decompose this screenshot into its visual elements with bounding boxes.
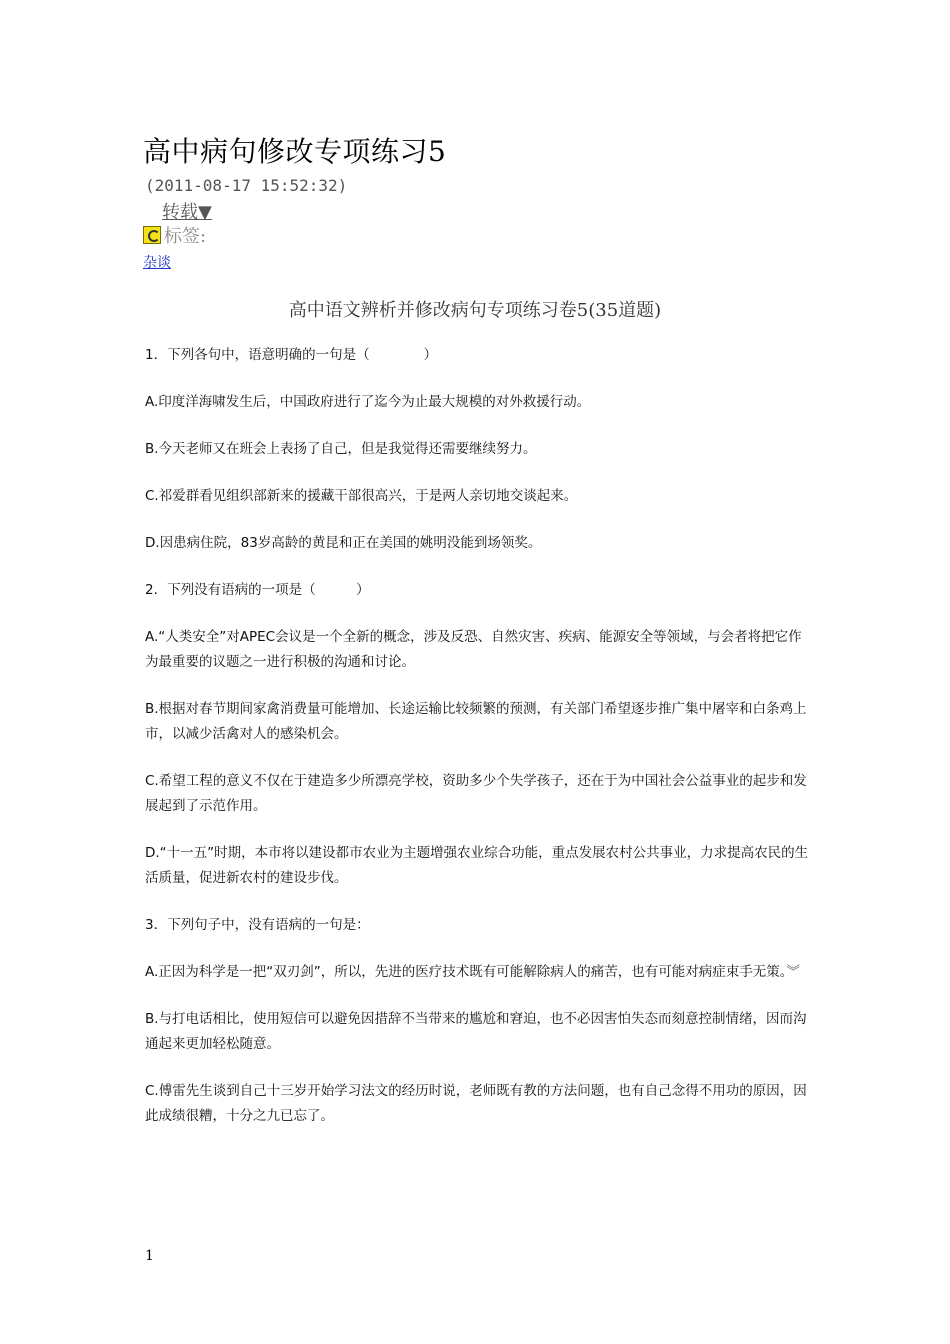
document-subtitle: 高中语文辨析并修改病句专项练习卷5(35道题) <box>288 300 662 321</box>
tag-icon <box>143 226 161 244</box>
tag-label: 标签: <box>164 226 207 247</box>
question-list <box>145 343 810 1151</box>
post-date: (2011-08-17 15:52:32) <box>145 176 348 195</box>
question-1-option-b: B.今天老师又在班会上表扬了自己，但是我觉得还需要继续努力。 <box>145 441 537 457</box>
page-title: 高中病句修改专项练习5 <box>143 135 447 168</box>
question-1-stem: 1．下列各句中，语意明确的一句是（ ） <box>145 347 438 363</box>
question-2-option-d: D.“十一五”时期，本市将以建设都市农业为主题增强农业综合功能，重点发展农村公共事业，力求提高农民的生活质量，促进新农村的建设步伐。 <box>145 845 809 886</box>
question-2-option-c: C.希望工程的意义不仅在于建造多少所漂亮学校，资助多少个失学孩子，还在于为中国社会公益事业的起步和发展起到了示范作用。 <box>145 773 807 814</box>
page-number: 1 <box>145 1248 154 1264</box>
tag-row <box>143 222 206 248</box>
question-1-option-c: C.祁爱群看见组织部新来的援藏干部很高兴，于是两人亲切地交谈起来。 <box>145 488 578 504</box>
question-3-stem: 3．下列句子中，没有语病的一句是： <box>145 917 370 933</box>
repost-link[interactable]: 转载▼ <box>162 202 212 223</box>
question-1-option-a: A.印度洋海啸发生后，中国政府进行了迄今为止最大规模的对外救援行动。 <box>145 394 591 410</box>
question-1-option-d: D.因患病住院，83岁高龄的黄昆和正在美国的姚明没能到场领奖。 <box>145 535 542 551</box>
question-2-option-a: A.“人类安全”对APEC会议是一个全新的概念，涉及反恐、自然灾害、疾病、能源安全等领域，与会者将把它作为最重要的议题之一进行积极的沟通和讨论。 <box>145 629 802 670</box>
question-3-option-b: B.与打电话相比，使用短信可以避免因措辞不当带来的尴尬和窘迫，也不必因害怕失态而刻意控制情绪，因而沟通起来更加轻松随意。 <box>145 1011 807 1052</box>
question-3-option-c: C.傅雷先生谈到自己十三岁开始学习法文的经历时说，老师既有教的方法问题，也有自己念得不用功的原因，因此成绩很糟，十分之九已忘了。 <box>145 1083 807 1124</box>
question-3-option-a: A.正因为科学是一把“双刃剑”，所以，先进的医疗技术既有可能解除病人的痛苦，也有可能对病症束手无策。︾ <box>145 964 801 980</box>
question-2-stem: 2．下列没有语病的一项是（ ） <box>145 582 370 598</box>
question-2-option-b: B.根据对春节期间家禽消费量可能增加、长途运输比较频繁的预测，有关部门希望逐步推广集中屠宰和白条鸡上市，以减少活禽对人的感染机会。 <box>145 701 807 742</box>
tag-link-misc[interactable]: 杂谈 <box>143 255 171 271</box>
